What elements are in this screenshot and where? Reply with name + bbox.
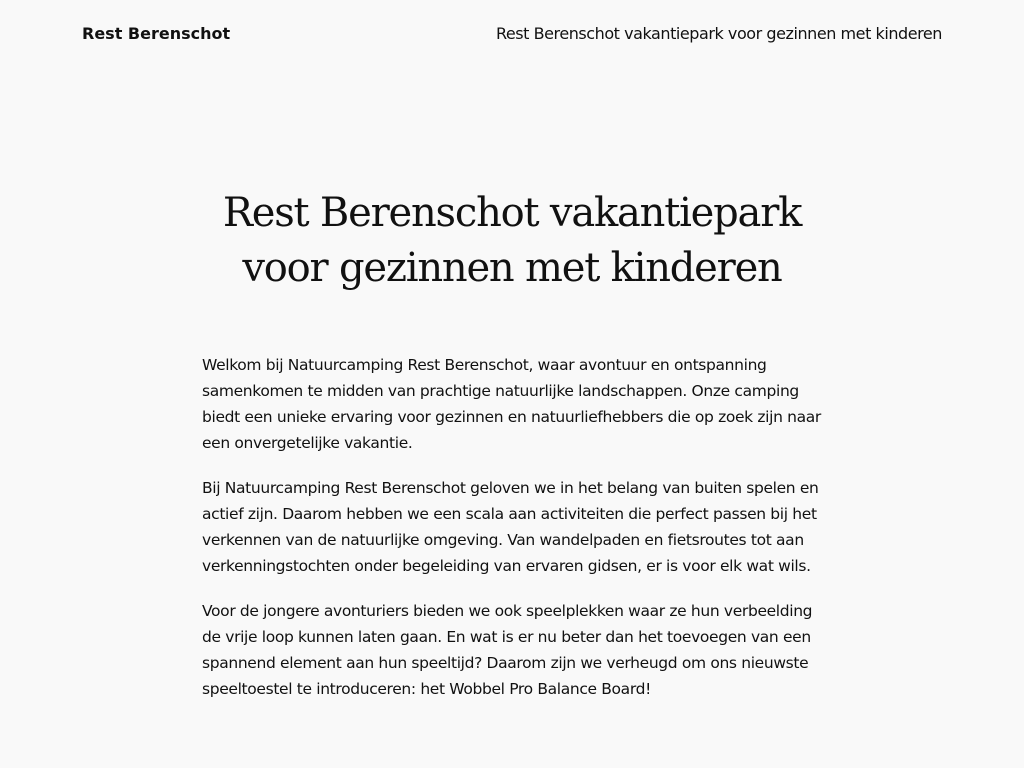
main-content	[202, 186, 822, 702]
content-paragraph-1: Welkom bij Natuurcamping Rest Berenschot, waar avontuur en ontspanning samenkomen te midden van prachtige natuurlijke landschappen. Onze camping biedt een unieke ervaring voor gezinnen en natuurliefhebbers die op zoek zijn naar een onvergetelijke vakantie.	[202, 356, 821, 452]
content-paragraph-2: Bij Natuurcamping Rest Berenschot geloven we in het belang van buiten spelen en actief zijn. Daarom hebben we een scala aan activiteiten die perfect passen bij het verkennen van de natuurlijke omgeving. Van wandelpaden en fietsroutes tot aan verkenningstochten onder begeleiding van ervaren gidsen, er is voor elk wat wils.	[202, 479, 819, 575]
site-title-link[interactable]: Rest Berenschot	[82, 24, 231, 43]
page-title: Rest Berenschot vakantiepark voor gezinnen met kinderen	[222, 190, 802, 291]
site-header	[0, 0, 1024, 68]
header-nav-link[interactable]: Rest Berenschot vakantiepark voor gezinnen met kinderen	[495, 24, 942, 43]
content-paragraph-3: Voor de jongere avonturiers bieden we ook speelplekken waar ze hun verbeelding de vrije loop kunnen laten gaan. En wat is er nu beter dan het toevoegen van een spannend element aan hun speeltijd? Daarom zijn we verheugd om ons nieuwste speeltoestel te introduceren: het Wobbel Pro Balance Board!	[202, 602, 813, 698]
